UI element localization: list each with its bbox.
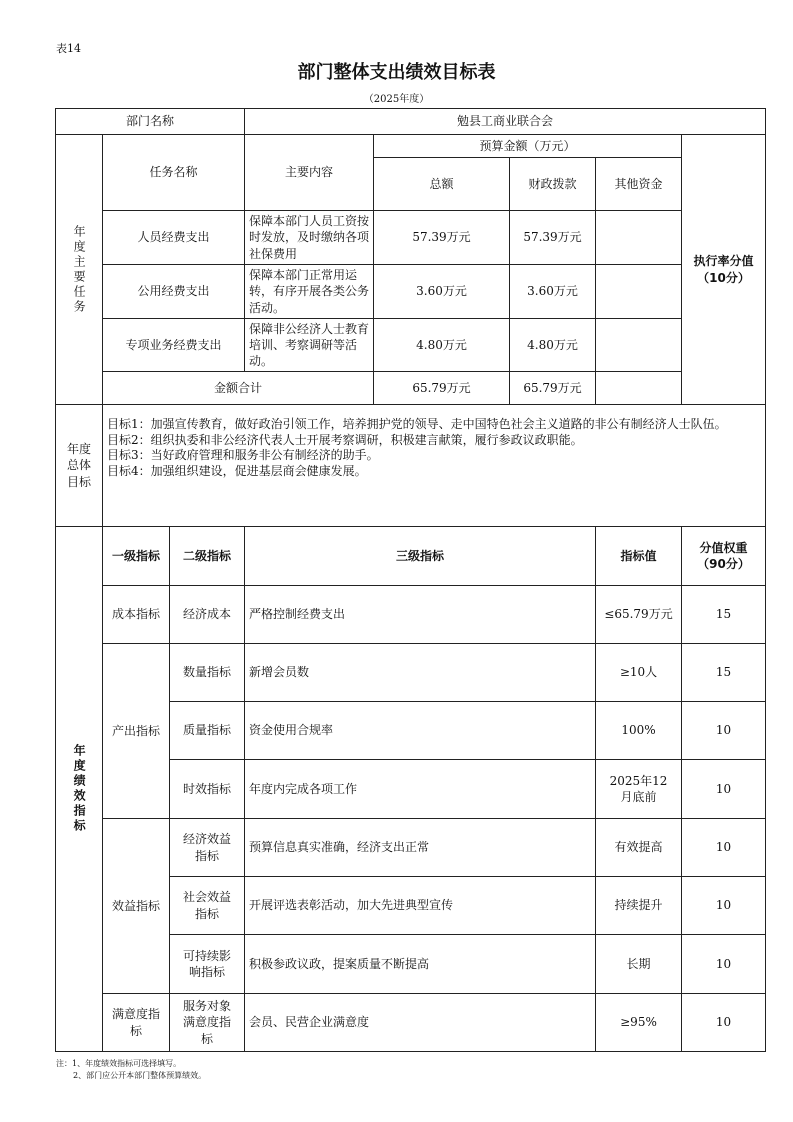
indicator-l2: 经济成本 xyxy=(169,585,245,644)
indicator-value: 2025年12月底前 xyxy=(595,759,682,819)
indicator-weight: 15 xyxy=(681,643,766,702)
sum-other xyxy=(595,371,682,405)
indicator-weight: 10 xyxy=(681,701,766,760)
dept-value: 勉县工商业联合会 xyxy=(244,108,766,135)
sum-label: 金额合计 xyxy=(102,371,374,405)
task-row-content: 保障非公经济人士教育培训、考察调研等活动。 xyxy=(244,318,374,372)
indicator-l1: 产出指标 xyxy=(102,643,170,819)
task-row-name: 专项业务经费支出 xyxy=(102,318,245,372)
task-row-other xyxy=(595,210,682,265)
col-value-header: 指标值 xyxy=(595,526,682,586)
indicator-l3: 年度内完成各项工作 xyxy=(244,759,596,819)
task-row-fiscal: 4.80万元 xyxy=(509,318,596,372)
task-row-total: 57.39万元 xyxy=(373,210,510,265)
indicator-weight: 15 xyxy=(681,585,766,644)
indicator-l2: 质量指标 xyxy=(169,701,245,760)
indicator-weight: 10 xyxy=(681,759,766,819)
col-fiscal-header: 财政拨款 xyxy=(509,157,596,211)
indicator-l3: 新增会员数 xyxy=(244,643,596,702)
goals-section-label: 年度总体目标 xyxy=(55,404,103,527)
indicator-weight: 10 xyxy=(681,818,766,877)
indicator-l1: 效益指标 xyxy=(102,818,170,994)
task-row-name: 公用经费支出 xyxy=(102,264,245,319)
year-label: （2025年度） xyxy=(363,94,430,105)
task-row-name: 人员经费支出 xyxy=(102,210,245,265)
col-l2-header: 二级指标 xyxy=(169,526,245,586)
goal-item: 目标4：加强组织建设，促进基层商会健康发展。 xyxy=(107,463,367,478)
indicator-l2: 社会效益指标 xyxy=(169,876,245,935)
task-row-content: 保障本部门正常用运转，有序开展各类公务活动。 xyxy=(244,264,374,319)
indicator-l3: 积极参政议政，提案质量不断提高 xyxy=(244,934,596,994)
col-content-header: 主要内容 xyxy=(244,134,374,211)
page-title: 部门整体支出绩效目标表 xyxy=(297,62,496,83)
col-weight-header: 分值权重（90分） xyxy=(681,526,766,586)
indicator-l3: 会员、民营企业满意度 xyxy=(244,993,596,1052)
goal-item: 目标2：组织执委和非公经济代表人士开展考察调研，积极建言献策，履行参政议政职能。 xyxy=(107,432,583,447)
indicator-weight: 10 xyxy=(681,876,766,935)
col-budget-header: 预算金额（万元） xyxy=(373,134,682,158)
goals-text xyxy=(102,404,766,527)
indicator-l2: 时效指标 xyxy=(169,759,245,819)
dept-label: 部门名称 xyxy=(55,108,245,135)
task-row-total: 3.60万元 xyxy=(373,264,510,319)
indicator-l1: 满意度指标 xyxy=(102,993,170,1052)
col-task-header: 任务名称 xyxy=(102,134,245,211)
task-row-other xyxy=(595,264,682,319)
indicator-l2: 服务对象满意度指标 xyxy=(169,993,245,1052)
exec-score-label: 执行率分值（10分） xyxy=(681,134,766,405)
indicator-l2: 可持续影响指标 xyxy=(169,934,245,994)
col-total-header: 总额 xyxy=(373,157,510,211)
indicators-section-label: 年度绩效指标 xyxy=(55,526,103,1052)
goal-item: 目标1：加强宣传教育，做好政治引领工作，培养拥护党的领导、走中国特色社会主义道路的非公有制经济人士队伍。 xyxy=(107,417,727,431)
indicator-value: ≥10人 xyxy=(595,643,682,702)
table-tag: 表14 xyxy=(56,42,81,55)
indicator-weight: 10 xyxy=(681,993,766,1052)
indicator-l2: 数量指标 xyxy=(169,643,245,702)
indicator-l1: 成本指标 xyxy=(102,585,170,644)
sum-fiscal: 65.79万元 xyxy=(509,371,596,405)
col-l1-header: 一级指标 xyxy=(102,526,170,586)
tasks-section-label: 年度主要任务 xyxy=(55,134,103,405)
footnote: 注：1、年度绩效指标可选择填写。 xyxy=(56,1059,182,1068)
indicator-l3: 严格控制经费支出 xyxy=(244,585,596,644)
indicator-l3: 预算信息真实准确，经济支出正常 xyxy=(244,818,596,877)
indicator-value: 100% xyxy=(595,701,682,760)
task-row-total: 4.80万元 xyxy=(373,318,510,372)
indicator-weight: 10 xyxy=(681,934,766,994)
footnotes xyxy=(56,1058,206,1082)
task-row-fiscal: 57.39万元 xyxy=(509,210,596,265)
indicator-value: ≤65.79万元 xyxy=(595,585,682,644)
col-l3-header: 三级指标 xyxy=(244,526,596,586)
task-row-other xyxy=(595,318,682,372)
col-other-header: 其他资金 xyxy=(595,157,682,211)
indicator-l3: 资金使用合规率 xyxy=(244,701,596,760)
indicator-value: ≥95% xyxy=(595,993,682,1052)
indicator-l2: 经济效益指标 xyxy=(169,818,245,877)
footnote: 2、部门应公开本部门整体预算绩效。 xyxy=(73,1071,207,1080)
sum-total: 65.79万元 xyxy=(373,371,510,405)
goal-item: 目标3：当好政府管理和服务非公有制经济的助手。 xyxy=(107,448,379,463)
indicator-value: 有效提高 xyxy=(595,818,682,877)
task-row-content: 保障本部门人员工资按时发放，及时缴纳各项社保费用 xyxy=(244,210,374,265)
task-row-fiscal: 3.60万元 xyxy=(509,264,596,319)
indicator-value: 长期 xyxy=(595,934,682,994)
indicator-value: 持续提升 xyxy=(595,876,682,935)
indicator-l3: 开展评选表彰活动，加大先进典型宣传 xyxy=(244,876,596,935)
